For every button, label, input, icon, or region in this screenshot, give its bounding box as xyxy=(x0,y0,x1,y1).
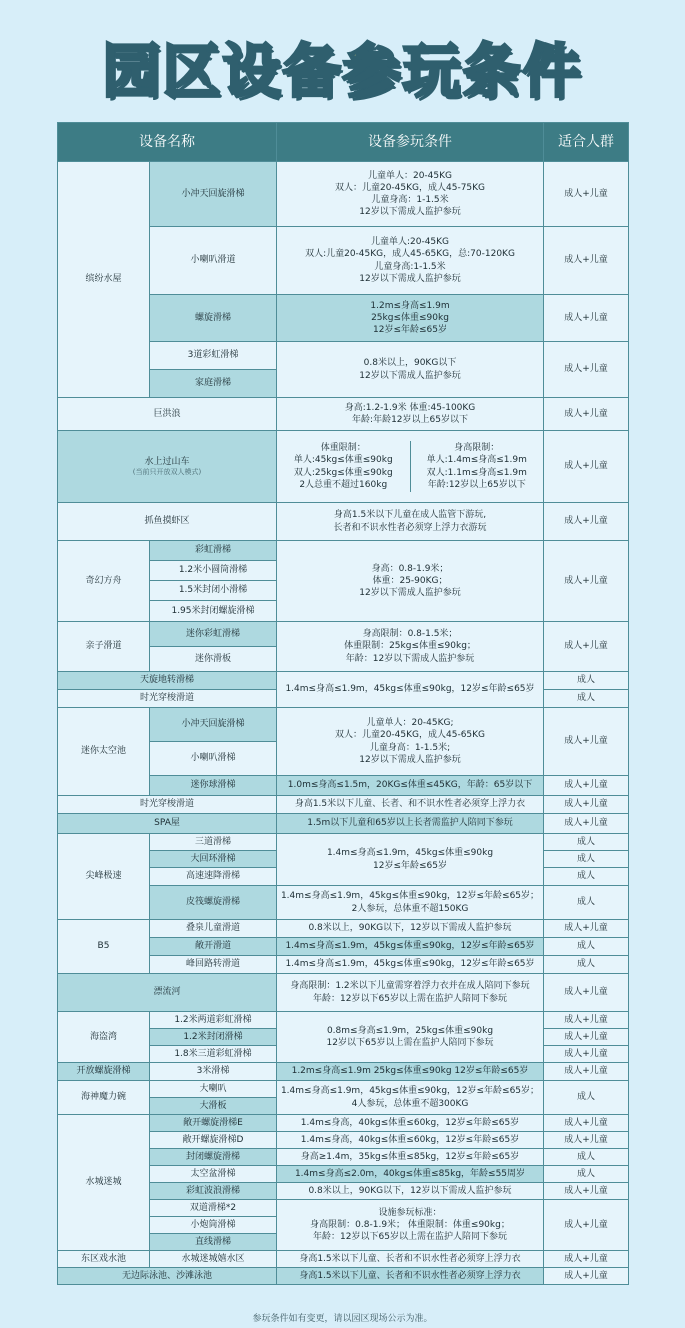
group-name: 亲子滑道 xyxy=(58,622,150,672)
table-row xyxy=(58,796,629,814)
facility-name: 小喇叭滑梯 xyxy=(150,742,277,776)
audience-cell: 成人+儿童 xyxy=(544,1183,629,1200)
audience-cell: 成人+儿童 xyxy=(544,814,629,834)
audience-cell: 成人+儿童 xyxy=(544,708,629,776)
table-row xyxy=(58,503,629,541)
condition-line: 12岁≤年龄≤65岁 xyxy=(373,860,447,871)
condition-cell: 1.4m≤身高，40kg≤体重≤60kg，12岁≤年龄≤65岁 xyxy=(277,1115,544,1132)
condition-cell xyxy=(277,622,544,672)
condition-line: 儿童单人:20-45KG xyxy=(370,237,450,248)
facility-name: 敞开螺旋滑梯D xyxy=(150,1132,277,1149)
condition-line: 12岁≤年龄≤65岁 xyxy=(373,325,447,336)
audience-cell: 成人+儿童 xyxy=(544,974,629,1012)
facility-name: 三道滑梯 xyxy=(150,834,277,851)
facility-name: 直线滑梯 xyxy=(150,1234,277,1251)
condition-line: 4人参玩，总体重不超300KG xyxy=(351,1098,469,1109)
group-name: B5 xyxy=(58,920,150,974)
condition-line: 身高限制： xyxy=(454,443,500,454)
facility-name: 小冲天回旋滑梯 xyxy=(150,162,277,227)
facility-name: 太空盆滑梯 xyxy=(150,1166,277,1183)
table-row xyxy=(58,672,629,690)
condition-line: 儿童单人：20-45KG; xyxy=(366,718,454,729)
facility-name: 叠泉儿童滑道 xyxy=(150,920,277,938)
condition-line: 0.8米以上，90KG以下 xyxy=(363,358,457,369)
facility-name: 迷你彩虹滑梯 xyxy=(150,622,277,647)
condition-line: 年龄：12岁以下65岁以上需在监护人陪同下参玩 xyxy=(313,1232,507,1243)
facility-name: 3道彩虹滑梯 xyxy=(150,342,277,370)
audience-cell: 成人 xyxy=(544,851,629,868)
weight-limits xyxy=(277,441,410,492)
group-name: 尖峰极速 xyxy=(58,834,150,920)
audience-cell: 成人+儿童 xyxy=(544,503,629,541)
condition-line: 1.2m≤身高≤1.9m xyxy=(370,300,450,311)
facility-name: 1.8米三道彩虹滑梯 xyxy=(150,1046,277,1063)
condition-line: 12岁以下需成人监护参玩 xyxy=(359,370,461,381)
audience-cell: 成人+儿童 xyxy=(544,796,629,814)
condition-line: 身高限制：0.8-1.5米； xyxy=(362,629,458,640)
condition-line: 25kg≤体重≤90kg xyxy=(371,312,449,323)
group-name: 开放螺旋滑梯 xyxy=(58,1063,150,1081)
condition-line: 12岁以下需成人监护参玩 xyxy=(359,588,461,599)
audience-cell: 成人 xyxy=(544,672,629,690)
facility-name: SPA屋 xyxy=(58,814,277,834)
condition-line: 12岁以下需成人监护参玩 xyxy=(359,207,461,218)
condition-cell xyxy=(277,398,544,431)
condition-line: 身高:1.2-1.9米 体重:45-100KG xyxy=(344,402,476,413)
table-header xyxy=(58,123,629,162)
table-row xyxy=(58,834,629,851)
audience-cell: 成人+儿童 xyxy=(544,1115,629,1132)
condition-cell: 1.4m≤身高，40kg≤体重≤60kg，12岁≤年龄≤65岁 xyxy=(277,1132,544,1149)
table-row xyxy=(58,1081,629,1098)
condition-line: 1.4m≤身高≤1.9m，45kg≤体重≤90kg，12岁≤年龄≤65岁； xyxy=(280,891,540,902)
group-name: 奇幻方舟 xyxy=(58,541,150,622)
audience-cell: 成人+儿童 xyxy=(544,295,629,342)
condition-cell: 身高1.5米以下儿童、长者和不识水性者必须穿上浮力衣 xyxy=(277,1251,544,1268)
condition-cell xyxy=(277,708,544,776)
condition-cell xyxy=(277,886,544,920)
facility-name: 3米滑梯 xyxy=(150,1063,277,1081)
header-audience: 适合人群 xyxy=(544,123,629,162)
table-row xyxy=(58,708,629,742)
audience-cell: 成人 xyxy=(544,868,629,886)
facility-name: 时光穿梭滑道 xyxy=(58,690,277,708)
facility-name: 时光穿梭滑道 xyxy=(58,796,277,814)
facility-name: 彩虹波浪滑梯 xyxy=(150,1183,277,1200)
audience-cell: 成人+儿童 xyxy=(544,1063,629,1081)
audience-cell: 成人 xyxy=(544,956,629,974)
condition-line: 双人：儿童20-45KG，成人45-75KG xyxy=(334,182,486,193)
facility-name: 迷你滑板 xyxy=(150,647,277,672)
condition-cell xyxy=(277,1012,544,1063)
facility-name: 天旋地转滑梯 xyxy=(58,672,277,690)
audience-cell: 成人+儿童 xyxy=(544,1132,629,1149)
audience-cell: 成人+儿童 xyxy=(544,1251,629,1268)
condition-cell xyxy=(277,541,544,622)
condition-line: 双人:25kg≤体重≤90kg xyxy=(293,467,393,478)
condition-line: 儿童身高：1-1.5米; xyxy=(369,742,451,753)
facility-name: 小炮筒滑梯 xyxy=(150,1217,277,1234)
table-row xyxy=(58,398,629,431)
condition-line: 双人:儿童20-45KG，成人45-65KG，总:70-120KG xyxy=(305,249,515,260)
table-row xyxy=(58,920,629,938)
condition-line: 长者和不识水性者必须穿上浮力衣游玩 xyxy=(333,522,487,533)
condition-line: 双人：儿童20-45KG，成人45-65KG xyxy=(334,730,486,741)
footer-note: 参玩条件如有变更，请以园区现场公示为准。 xyxy=(252,1314,433,1324)
audience-cell: 成人+儿童 xyxy=(544,398,629,431)
condition-line: 身高限制：0.8-1.9米； 体重限制：体重≤90kg； xyxy=(310,1219,510,1230)
condition-line: 2人总重不超过160kg xyxy=(299,479,388,490)
audience-cell: 成人+儿童 xyxy=(544,227,629,295)
group-name: 东区戏水池 xyxy=(58,1251,150,1268)
condition-cell: 1.4m≤身高≤1.9m，45kg≤体重≤90kg，12岁≤年龄≤65岁 xyxy=(277,672,544,708)
condition-cell: 0.8米以上，90KG以下，12岁以下需成人监护参玩 xyxy=(277,920,544,938)
facility-name: 1.2米两道彩虹滑梯 xyxy=(150,1012,277,1029)
condition-line: 儿童身高：1-1.5米 xyxy=(371,195,449,205)
table-row xyxy=(58,1115,629,1132)
facility-name: 小喇叭滑道 xyxy=(150,227,277,295)
facility-name: 迷你球滑梯 xyxy=(150,776,277,796)
condition-line: 0.8m≤身高≤1.9m，25kg≤体重≤90kg xyxy=(326,1025,494,1036)
facility-name: 双道滑梯*2 xyxy=(150,1200,277,1217)
audience-cell: 成人 xyxy=(544,1081,629,1115)
facility-name: 1.2米封闭滑梯 xyxy=(150,1029,277,1046)
facility-name: 大滑板 xyxy=(150,1098,277,1115)
group-name: 水城迷城 xyxy=(58,1115,150,1251)
condition-cell xyxy=(277,974,544,1012)
facility-name: 小冲天回旋滑梯 xyxy=(150,708,277,742)
condition-line: 设施参玩标准： xyxy=(378,1207,442,1218)
condition-cell xyxy=(277,162,544,227)
table-row xyxy=(58,162,629,227)
condition-line: 双人:1.1m≤身高≤1.9m xyxy=(426,467,527,478)
condition-line: 儿童单人：20-45KG xyxy=(367,170,453,181)
condition-line: 儿童身高:1-1.5米 xyxy=(374,261,446,272)
condition-cell: 1.4m≤身高≤2.0m，40kg≤体重≤85kg，年龄≤55周岁 xyxy=(277,1166,544,1183)
condition-cell: 身高1.5米以下儿童、长者、和不识水性者必须穿上浮力衣 xyxy=(277,796,544,814)
audience-cell: 成人+儿童 xyxy=(544,1029,629,1046)
condition-cell xyxy=(277,342,544,398)
facility-name: 敞开螺旋滑梯E xyxy=(150,1115,277,1132)
facility-name: 螺旋滑梯 xyxy=(150,295,277,342)
audience-cell: 成人+儿童 xyxy=(544,162,629,227)
condition-cell: 身高≥1.4m，35kg≤体重≤85kg，12岁≤年龄≤65岁 xyxy=(277,1149,544,1166)
header-facility-name: 设备名称 xyxy=(58,123,277,162)
audience-cell: 成人+儿童 xyxy=(544,1046,629,1063)
condition-line: 年龄:12岁以上65岁以下 xyxy=(427,479,526,490)
audience-cell: 成人+儿童 xyxy=(544,1268,629,1285)
condition-line: 单人:1.4m≤身高≤1.9m xyxy=(426,455,527,466)
facility-name: 彩虹滑梯 xyxy=(150,541,277,561)
table-row xyxy=(58,1063,629,1081)
group-name: 缤纷水屋 xyxy=(58,162,150,398)
group-name: 海神魔力碗 xyxy=(58,1081,150,1115)
condition-cell xyxy=(277,431,544,503)
condition-cell xyxy=(277,295,544,342)
audience-cell: 成人 xyxy=(544,938,629,956)
facility-name: 峰回路转滑道 xyxy=(150,956,277,974)
condition-line: 体重：25-90KG； xyxy=(372,575,448,586)
condition-line: 12岁以下需成人监护参玩 xyxy=(359,754,461,765)
condition-cell: 1.0m≤身高≤1.5m，20KG≤体重≤45KG，年龄：65岁以下 xyxy=(277,776,544,796)
table-row xyxy=(58,1251,629,1268)
facility-note: (当前只开放双人模式) xyxy=(132,467,202,476)
table-row xyxy=(58,431,629,503)
condition-line: 身高：0.8-1.9米； xyxy=(371,563,449,574)
condition-cell xyxy=(277,503,544,541)
facility-name xyxy=(58,431,277,503)
audience-cell: 成人+儿童 xyxy=(544,1012,629,1029)
condition-cell xyxy=(277,1081,544,1115)
audience-cell: 成人 xyxy=(544,834,629,851)
facility-name: 敞开滑道 xyxy=(150,938,277,956)
facility-name: 大回环滑梯 xyxy=(150,851,277,868)
condition-line: 年龄：12岁以下65岁以上需在监护人陪同下参玩 xyxy=(313,993,507,1004)
condition-cell: 0.8米以上，90KG以下，12岁以下需成人监护参玩 xyxy=(277,1183,544,1200)
condition-line: 年龄：12岁以下需成人监护参玩 xyxy=(345,653,475,664)
condition-line: 12岁以下需成人监护参玩 xyxy=(359,273,461,284)
condition-line: 12岁以下65岁以上需在监护人陪同下参玩 xyxy=(326,1038,494,1048)
facility-name: 抓鱼摸虾区 xyxy=(58,503,277,541)
audience-cell: 成人+儿童 xyxy=(544,920,629,938)
facility-name: 漂流河 xyxy=(58,974,277,1012)
facility-name: 大喇叭 xyxy=(150,1081,277,1098)
facility-name: 皮筏螺旋滑梯 xyxy=(150,886,277,920)
facility-table xyxy=(57,122,629,1285)
audience-cell: 成人+儿童 xyxy=(544,431,629,503)
condition-line: 身高1.5米以下儿童在成人监管下游玩, xyxy=(333,510,487,521)
condition-line: 体重限制： xyxy=(320,443,366,454)
facility-name: 1.2米小圆筒滑梯 xyxy=(150,561,277,581)
table-row xyxy=(58,974,629,1012)
audience-cell: 成人+儿童 xyxy=(544,342,629,398)
group-name: 迷你太空池 xyxy=(58,708,150,796)
table-row xyxy=(58,814,629,834)
condition-line: 体重限制：25kg≤体重≤90kg； xyxy=(344,641,476,652)
facility-name: 1.5米封闭小滑梯 xyxy=(150,581,277,601)
facility-name: 1.95米封闭螺旋滑梯 xyxy=(150,601,277,622)
height-limits xyxy=(410,441,543,492)
facility-name: 水城迷城嬉水区 xyxy=(150,1251,277,1268)
condition-cell xyxy=(277,1200,544,1251)
page-title: 园区设备参玩条件 xyxy=(102,37,583,105)
audience-cell: 成人+儿童 xyxy=(544,776,629,796)
audience-cell: 成人 xyxy=(544,1166,629,1183)
condition-line: 1.4m≤身高≤1.9m，45kg≤体重≤90kg xyxy=(326,848,494,859)
audience-cell: 成人+儿童 xyxy=(544,1200,629,1251)
facility-name: 封闭螺旋滑梯 xyxy=(150,1149,277,1166)
audience-cell: 成人+儿童 xyxy=(544,622,629,672)
facility-name: 巨洪浪 xyxy=(58,398,277,431)
condition-cell: 1.4m≤身高≤1.9m，45kg≤体重≤90kg，12岁≤年龄≤65岁 xyxy=(277,938,544,956)
condition-line: 单人:45kg≤体重≤90kg xyxy=(293,455,393,466)
audience-cell: 成人 xyxy=(544,690,629,708)
condition-line: 2人参玩，总体重不超150KG xyxy=(351,903,469,914)
condition-cell xyxy=(277,834,544,886)
audience-cell: 成人+儿童 xyxy=(544,541,629,622)
facility-name: 无边际泳池、沙滩泳池 xyxy=(58,1268,277,1285)
facility-title: 水上过山车 xyxy=(144,456,190,467)
coaster-split xyxy=(277,441,543,492)
condition-cell: 1.5m以下儿童和65岁以上长者需监护人陪同下参玩 xyxy=(277,814,544,834)
condition-line: 身高限制：1.2米以下儿童需穿着浮力衣并在成人陪同下参玩 xyxy=(290,981,530,992)
group-name: 海盗湾 xyxy=(58,1012,150,1063)
audience-cell: 成人 xyxy=(544,886,629,920)
table-row xyxy=(58,1012,629,1029)
condition-cell: 1.4m≤身高≤1.9m，45kg≤体重≤90kg，12岁≤年龄≤65岁 xyxy=(277,956,544,974)
condition-cell: 身高1.5米以下儿童、长者和不识水性者必须穿上浮力衣 xyxy=(277,1268,544,1285)
table-row xyxy=(58,541,629,561)
condition-line: 1.4m≤身高≤1.9m，45kg≤体重≤90kg，12岁≤年龄≤65岁； xyxy=(280,1086,540,1097)
condition-line: 年龄:年龄12岁以上65岁以下 xyxy=(352,415,468,425)
condition-cell xyxy=(277,227,544,295)
condition-cell: 1.2m≤身高≤1.9m 25kg≤体重≤90kg 12岁≤年龄≤65岁 xyxy=(277,1063,544,1081)
audience-cell: 成人 xyxy=(544,1149,629,1166)
facility-name: 高速速降滑梯 xyxy=(150,868,277,886)
table-row xyxy=(58,622,629,647)
table-row xyxy=(58,1268,629,1285)
header-conditions: 设备参玩条件 xyxy=(277,123,544,162)
facility-name: 家庭滑梯 xyxy=(150,370,277,398)
